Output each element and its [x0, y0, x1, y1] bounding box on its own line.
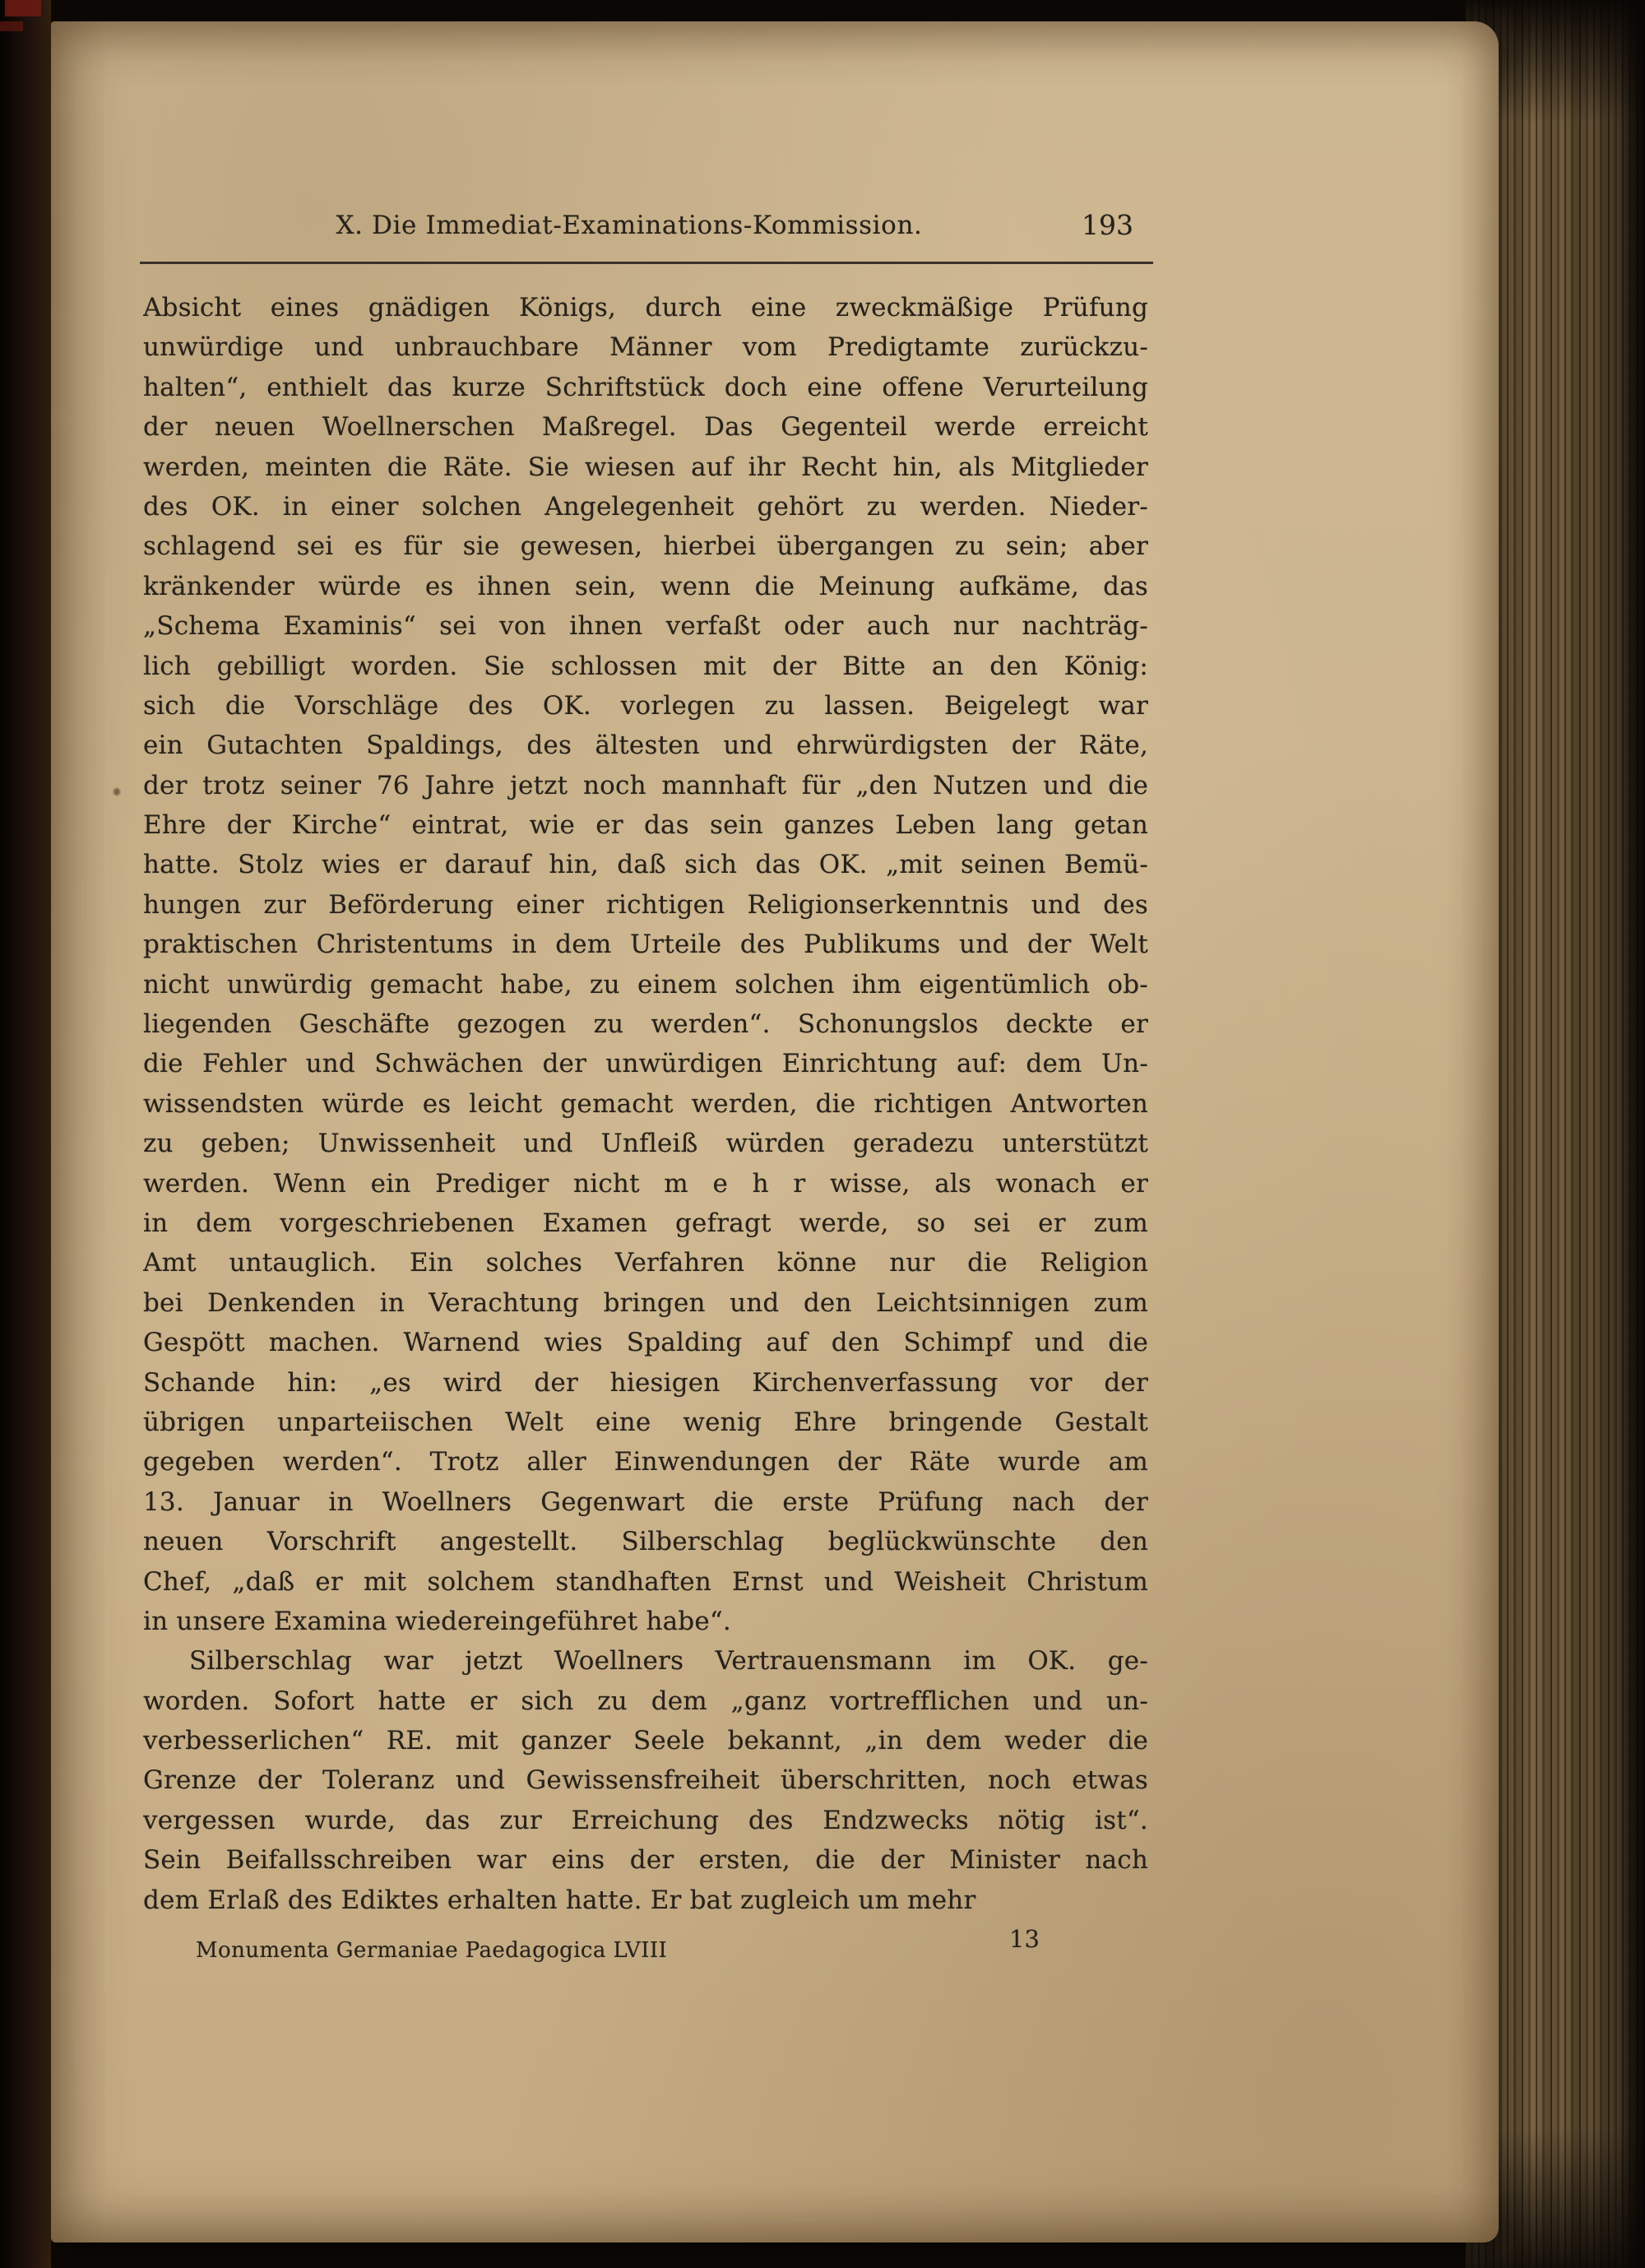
text-line: schlagend sei es für sie gewesen, hierbei übergangen zu sein; aber	[143, 531, 1148, 562]
text-line: Gespött machen. Warnend wies Spalding auf den Schimpf und die	[143, 1328, 1148, 1358]
text-line: Schande hin: „es wird der hiesigen Kirchenverfassung vor der	[143, 1367, 1148, 1398]
text-line: 13. Januar in Woellners Gegenwart die erste Prüfung nach der	[143, 1486, 1148, 1517]
binding-mark	[0, 21, 23, 31]
text-line: hungen zur Beförderung einer richtigen Religionserkenntnis und des	[143, 889, 1148, 920]
text-line: zu geben; Unwissenheit und Unfleiß würden geradezu unterstützt	[143, 1129, 1148, 1159]
book-page	[51, 21, 1499, 2242]
text-line: der neuen Woellnerschen Maßregel. Das Gegenteil werde erreicht	[143, 412, 1148, 443]
text-line: neuen Vorschrift angestellt. Silberschlag beglückwünschte den	[143, 1527, 1148, 1557]
ink-speck	[114, 788, 120, 795]
text-line: wissendsten würde es leicht gemacht werden, die richtigen Antworten	[143, 1088, 1148, 1119]
body-text	[143, 288, 1148, 1920]
text-line: Grenze der Toleranz und Gewissensfreiheit überschritten, noch etwas	[143, 1765, 1148, 1796]
text-line: Absicht eines gnädigen Königs, durch eine zweckmäßige Prüfung	[143, 293, 1148, 322]
text-line: nicht unwürdig gemacht habe, zu einem solchen ihm eigentümlich ob-	[143, 969, 1148, 999]
text-line: werden. Wenn ein Prediger nicht m e h r wisse, als wonach er	[143, 1168, 1148, 1199]
text-line: in dem vorgeschriebenen Examen gefragt werde, so sei er zum	[143, 1208, 1148, 1238]
signature-number: 13	[1009, 1925, 1040, 1953]
text-line: ein Gutachten Spaldings, des ältesten und ehrwürdigsten der Räte,	[143, 730, 1148, 761]
text-line: des OK. in einer solchen Angelegenheit gehört zu werden. Nieder-	[143, 491, 1148, 522]
text-line: Ehre der Kirche“ eintrat, wie er das sein ganzes Leben lang getan	[143, 810, 1148, 841]
text-line: gegeben werden“. Trotz aller Einwendungen der Räte wurde am	[143, 1447, 1148, 1477]
text-line: unwürdige und unbrauchbare Männer vom Predigtamte zurückzu-	[143, 332, 1148, 363]
text-line: Sein Beifallsschreiben war eins der ersten, die der Minister nach	[143, 1845, 1148, 1876]
text-line: in unsere Examina wiedereingeführet habe“.	[143, 1606, 731, 1636]
page-header	[143, 211, 1148, 253]
text-line: praktischen Christentums in dem Urteile des Publikums und der Welt	[143, 930, 1148, 960]
text-line: übrigen unparteiischen Welt eine wenig Ehre bringende Gestalt	[143, 1407, 1148, 1437]
header-rule	[140, 262, 1153, 264]
running-title: X. Die Immediat-Examinations-Kommission.	[336, 211, 923, 240]
text-line: verbesserlichen“ RE. mit ganzer Seele bekannt, „in dem weder die	[143, 1726, 1148, 1756]
text-line: kränkender würde es ihnen sein, wenn die Meinung aufkäme, das	[143, 571, 1148, 601]
page-number: 193	[1082, 209, 1133, 241]
text-line: hatte. Stolz wies er darauf hin, daß sich das OK. „mit seinen Bemü-	[143, 850, 1148, 880]
binding-mark	[5, 0, 41, 16]
text-line: sich die Vorschläge des OK. vorlegen zu lassen. Beigelegt war	[143, 690, 1148, 721]
text-line: vergessen wurde, das zur Erreichung des Endzwecks nötig ist“.	[143, 1805, 1148, 1835]
text-line: Amt untauglich. Ein solches Verfahren könne nur die Religion	[143, 1248, 1148, 1278]
text-line: halten“, enthielt das kurze Schriftstück doch eine offene Verurteilung	[143, 372, 1148, 402]
book-spine	[0, 0, 51, 2268]
text-line: der trotz seiner 76 Jahre jetzt noch mannhaft für „den Nutzen und die	[143, 770, 1148, 800]
text-line: werden, meinten die Räte. Sie wiesen auf ihr Recht hin, als Mitglieder	[143, 452, 1148, 482]
text-line: die Fehler und Schwächen der unwürdigen Einrichtung auf: dem Un-	[143, 1049, 1148, 1079]
text-line: worden. Sofort hatte er sich zu dem „ganz vortrefflichen und un-	[143, 1686, 1148, 1716]
page-footer	[143, 1925, 1148, 1983]
page-content	[51, 21, 1499, 2242]
text-line: Chef, „daß er mit solchem standhaften Ernst und Weisheit Christum	[143, 1566, 1148, 1597]
text-line: „Schema Examinis“ sei von ihnen verfaßt oder auch nur nachträg-	[143, 611, 1148, 642]
text-line: bei Denkenden in Verachtung bringen und den Leichtsinnigen zum	[143, 1287, 1148, 1318]
text-line: lich gebilligt worden. Sie schlossen mit der Bitte an den König:	[143, 651, 1148, 681]
text-line: liegenden Geschäfte gezogen zu werden“. Schonungslos deckte er	[143, 1009, 1148, 1040]
series-title: Monumenta Germaniae Paedagogica LVIII	[196, 1938, 668, 1963]
text-line: dem Erlaß des Ediktes erhalten hatte. Er bat zugleich um mehr	[143, 1885, 976, 1915]
text-line: Silberschlag war jetzt Woellners Vertrauensmann im OK. ge-	[189, 1646, 1148, 1677]
